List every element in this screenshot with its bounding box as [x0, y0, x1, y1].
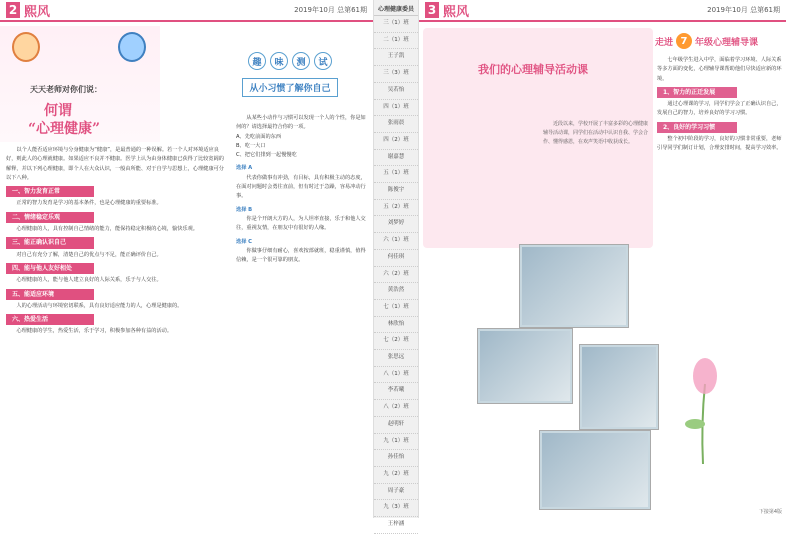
section-head-3: 三、能正确认识自己	[6, 237, 94, 248]
committee-row: 黄浩然	[374, 283, 418, 300]
quiz-c-body: 你做事仔细有耐心，喜欢按部就班，稳重谨慎，值得信赖，是一个很可靠的朋友。	[236, 247, 366, 264]
section-body-4: 心理健康的人，能与他人建立良好的人际关系，乐于与人交往。	[16, 277, 162, 284]
quiz-option: C、把它们排到一起慢慢吃	[236, 152, 297, 159]
feature-grade-number: 7	[676, 33, 692, 49]
committee-row: 九（2）班	[374, 467, 418, 484]
quiz-c-title: 选择 C	[236, 238, 252, 245]
issue-info: 2019年10月 总第61期	[294, 6, 367, 14]
committee-row: 四（2）班	[374, 133, 418, 150]
feature-body: 七年级学生进入中学，面临着学习环境、人际关系等多方面的变化，心理辅导课帮助他们尽快适应新的环境。	[657, 57, 782, 82]
committee-row: 周子豪	[374, 484, 418, 501]
feature-section-1-body: 通过心理课的学习，同学们学会了正确认识自己，发展自己的智力，培养良好的学习习惯。	[657, 101, 782, 117]
quiz-option: B、吃一大口	[236, 142, 266, 149]
committee-row: 八（1）班	[374, 367, 418, 384]
section-head-2: 二、情绪稳定乐观	[6, 212, 94, 223]
class-photo-3	[579, 344, 659, 430]
section-body-1: 正常的智力发育是学习的基本条件，也是心理健康的重要标准。	[16, 200, 162, 207]
class-photo-2	[477, 328, 573, 404]
committee-row: 八（2）班	[374, 400, 418, 417]
committee-row: 刘梦婷	[374, 216, 418, 233]
section-body-5: 人的心理活动与环境密切联系，具有良好适应能力的人，心理是健康的。	[16, 302, 183, 309]
committee-row: 九（1）班	[374, 434, 418, 451]
quiz-option: A、先吃前面的东西	[236, 133, 282, 140]
quiz-intro: 从某些小动作与习惯可以发现一个人的个性，你是如何的？请选择最符合你的一项。	[236, 115, 366, 131]
committee-row: 何佳琪	[374, 250, 418, 267]
committee-row: 赵明轩	[374, 417, 418, 434]
girl-illustration-icon	[12, 32, 40, 62]
issue-info: 2019年10月 总第61期	[707, 6, 780, 14]
committee-row: 九（3）班	[374, 500, 418, 517]
right-header	[419, 0, 786, 22]
activity-paragraph: 近段以来，学校开展了丰富多彩的心理健康辅导活动课，同学们在活动中认识自我、学会合作、懂得感恩，在欢声笑语中收获成长。	[543, 121, 649, 145]
committee-row: 王子凯	[374, 49, 418, 66]
section-body-2: 心理健康的人，具有控制自己情绪的能力，能保持稳定积极的心境，愉快乐观。	[16, 226, 198, 233]
committee-row: 七（1）班	[374, 300, 418, 317]
hero-banner	[0, 26, 160, 142]
committee-row: 谢嘉慧	[374, 150, 418, 167]
committee-row: 七（2）班	[374, 333, 418, 350]
section-head-5: 五、能适应环境	[6, 289, 94, 300]
committee-row: 陈俊宇	[374, 183, 418, 200]
activity-title: 我们的心理辅导活动课	[478, 63, 588, 76]
committee-row: 王梓涵	[374, 517, 418, 534]
left-header	[0, 0, 373, 22]
quiz-char: 测	[292, 52, 310, 70]
committee-row: 李若曦	[374, 383, 418, 400]
committee-row: 二（1）班	[374, 33, 418, 50]
committee-row: 五（1）班	[374, 166, 418, 183]
committee-row: 三（1）班	[374, 16, 418, 33]
hero-title-1: 何谓	[44, 103, 72, 119]
right-page	[419, 0, 786, 518]
hero-subtitle: 天天老师对你们说：	[30, 85, 102, 94]
page-number: 3	[425, 2, 439, 18]
committee-row: 六（2）班	[374, 267, 418, 284]
quiz-a-body: 代表你做事有冲劲，有目标，具有积极主动的态度，在面对问题时会勇往直前，但有时过于急躁，容易冲动行事。	[236, 174, 366, 200]
committee-row: 孙佳怡	[374, 450, 418, 467]
committee-row: 吴若怡	[374, 83, 418, 100]
feature-section-2: 2、良好的学习习惯	[657, 122, 737, 133]
hero-title-2: “心理健康”	[28, 121, 101, 137]
quiz-column	[236, 114, 370, 514]
page-title: 熙风	[443, 4, 470, 20]
section-body-3: 对自己有充分了解，清楚自己的优点与不足，能正确评价自己。	[16, 251, 162, 258]
feature-section-1: 1、智力的正迁发展	[657, 87, 737, 98]
feature-title	[655, 30, 783, 52]
quiz-char: 味	[270, 52, 288, 70]
class-photo-4	[539, 430, 651, 510]
quiz-subtitle: 从小习惯了解你自己	[242, 78, 338, 97]
quiz-b-body: 你是个开朗大方的人，为人坦率直接，乐于和他人交往，重视友情，在朋友中有很好的人缘。	[236, 215, 366, 232]
feature-title-suffix: 年级心理辅导课	[695, 37, 759, 48]
committee-strip	[373, 0, 419, 528]
section-head-1: 一、智力发育正常	[6, 186, 94, 197]
committee-row: 五（2）班	[374, 200, 418, 217]
committee-row: 林欣怡	[374, 317, 418, 334]
page-number: 2	[6, 2, 20, 18]
activity-hero	[423, 28, 653, 248]
committee-row: 张雨晨	[374, 116, 418, 133]
committee-row: 六（1）班	[374, 233, 418, 250]
section-body-6: 心理健康的学生，热爱生活，乐于学习，积极参加各种有益的活动。	[16, 328, 173, 335]
committee-row: 张思远	[374, 350, 418, 367]
page-title: 熙风	[24, 4, 51, 20]
intro-paragraph: 以个人能否适应环境与分身健康为“健康”，是最普通的一种误解。若一个人对环境适应良好，则此人的心理就健康。如果适应不良并不健康。医学上认为由身体健康已获得了比较宽阔的解释，并以下列心理健康，即个人在大众认识，一般由所能、对于自学与思想上，心理健康可分以下八种。	[6, 147, 224, 181]
committee-title: 心理健康委员	[374, 0, 418, 16]
continue-note: 下接第4版	[758, 509, 782, 515]
activity-body	[543, 120, 651, 147]
quiz-banner	[242, 52, 338, 110]
article-column	[6, 146, 228, 516]
committee-row: 四（1）班	[374, 100, 418, 117]
section-head-4: 四、能与他人友好相处	[6, 263, 94, 274]
left-page	[0, 0, 373, 518]
committee-row: 三（3）班	[374, 66, 418, 83]
quiz-char: 趣	[248, 52, 266, 70]
quiz-char: 试	[314, 52, 332, 70]
quiz-a-title: 选择 A	[236, 165, 253, 172]
feature-section-2-body: 整个初中阶段的学习，良好的习惯非常重要，老师引导同学们制订计划，合理安排时间，提高学习效率。	[657, 136, 782, 152]
section-head-6: 六、热爱生活	[6, 314, 94, 325]
flower-decoration-icon	[673, 354, 733, 464]
class-photo-1	[519, 244, 629, 328]
quiz-b-title: 选择 B	[236, 206, 253, 213]
boy-illustration-icon	[118, 32, 146, 62]
committee-list	[374, 16, 418, 534]
feature-title-prefix: 走进	[655, 37, 674, 48]
